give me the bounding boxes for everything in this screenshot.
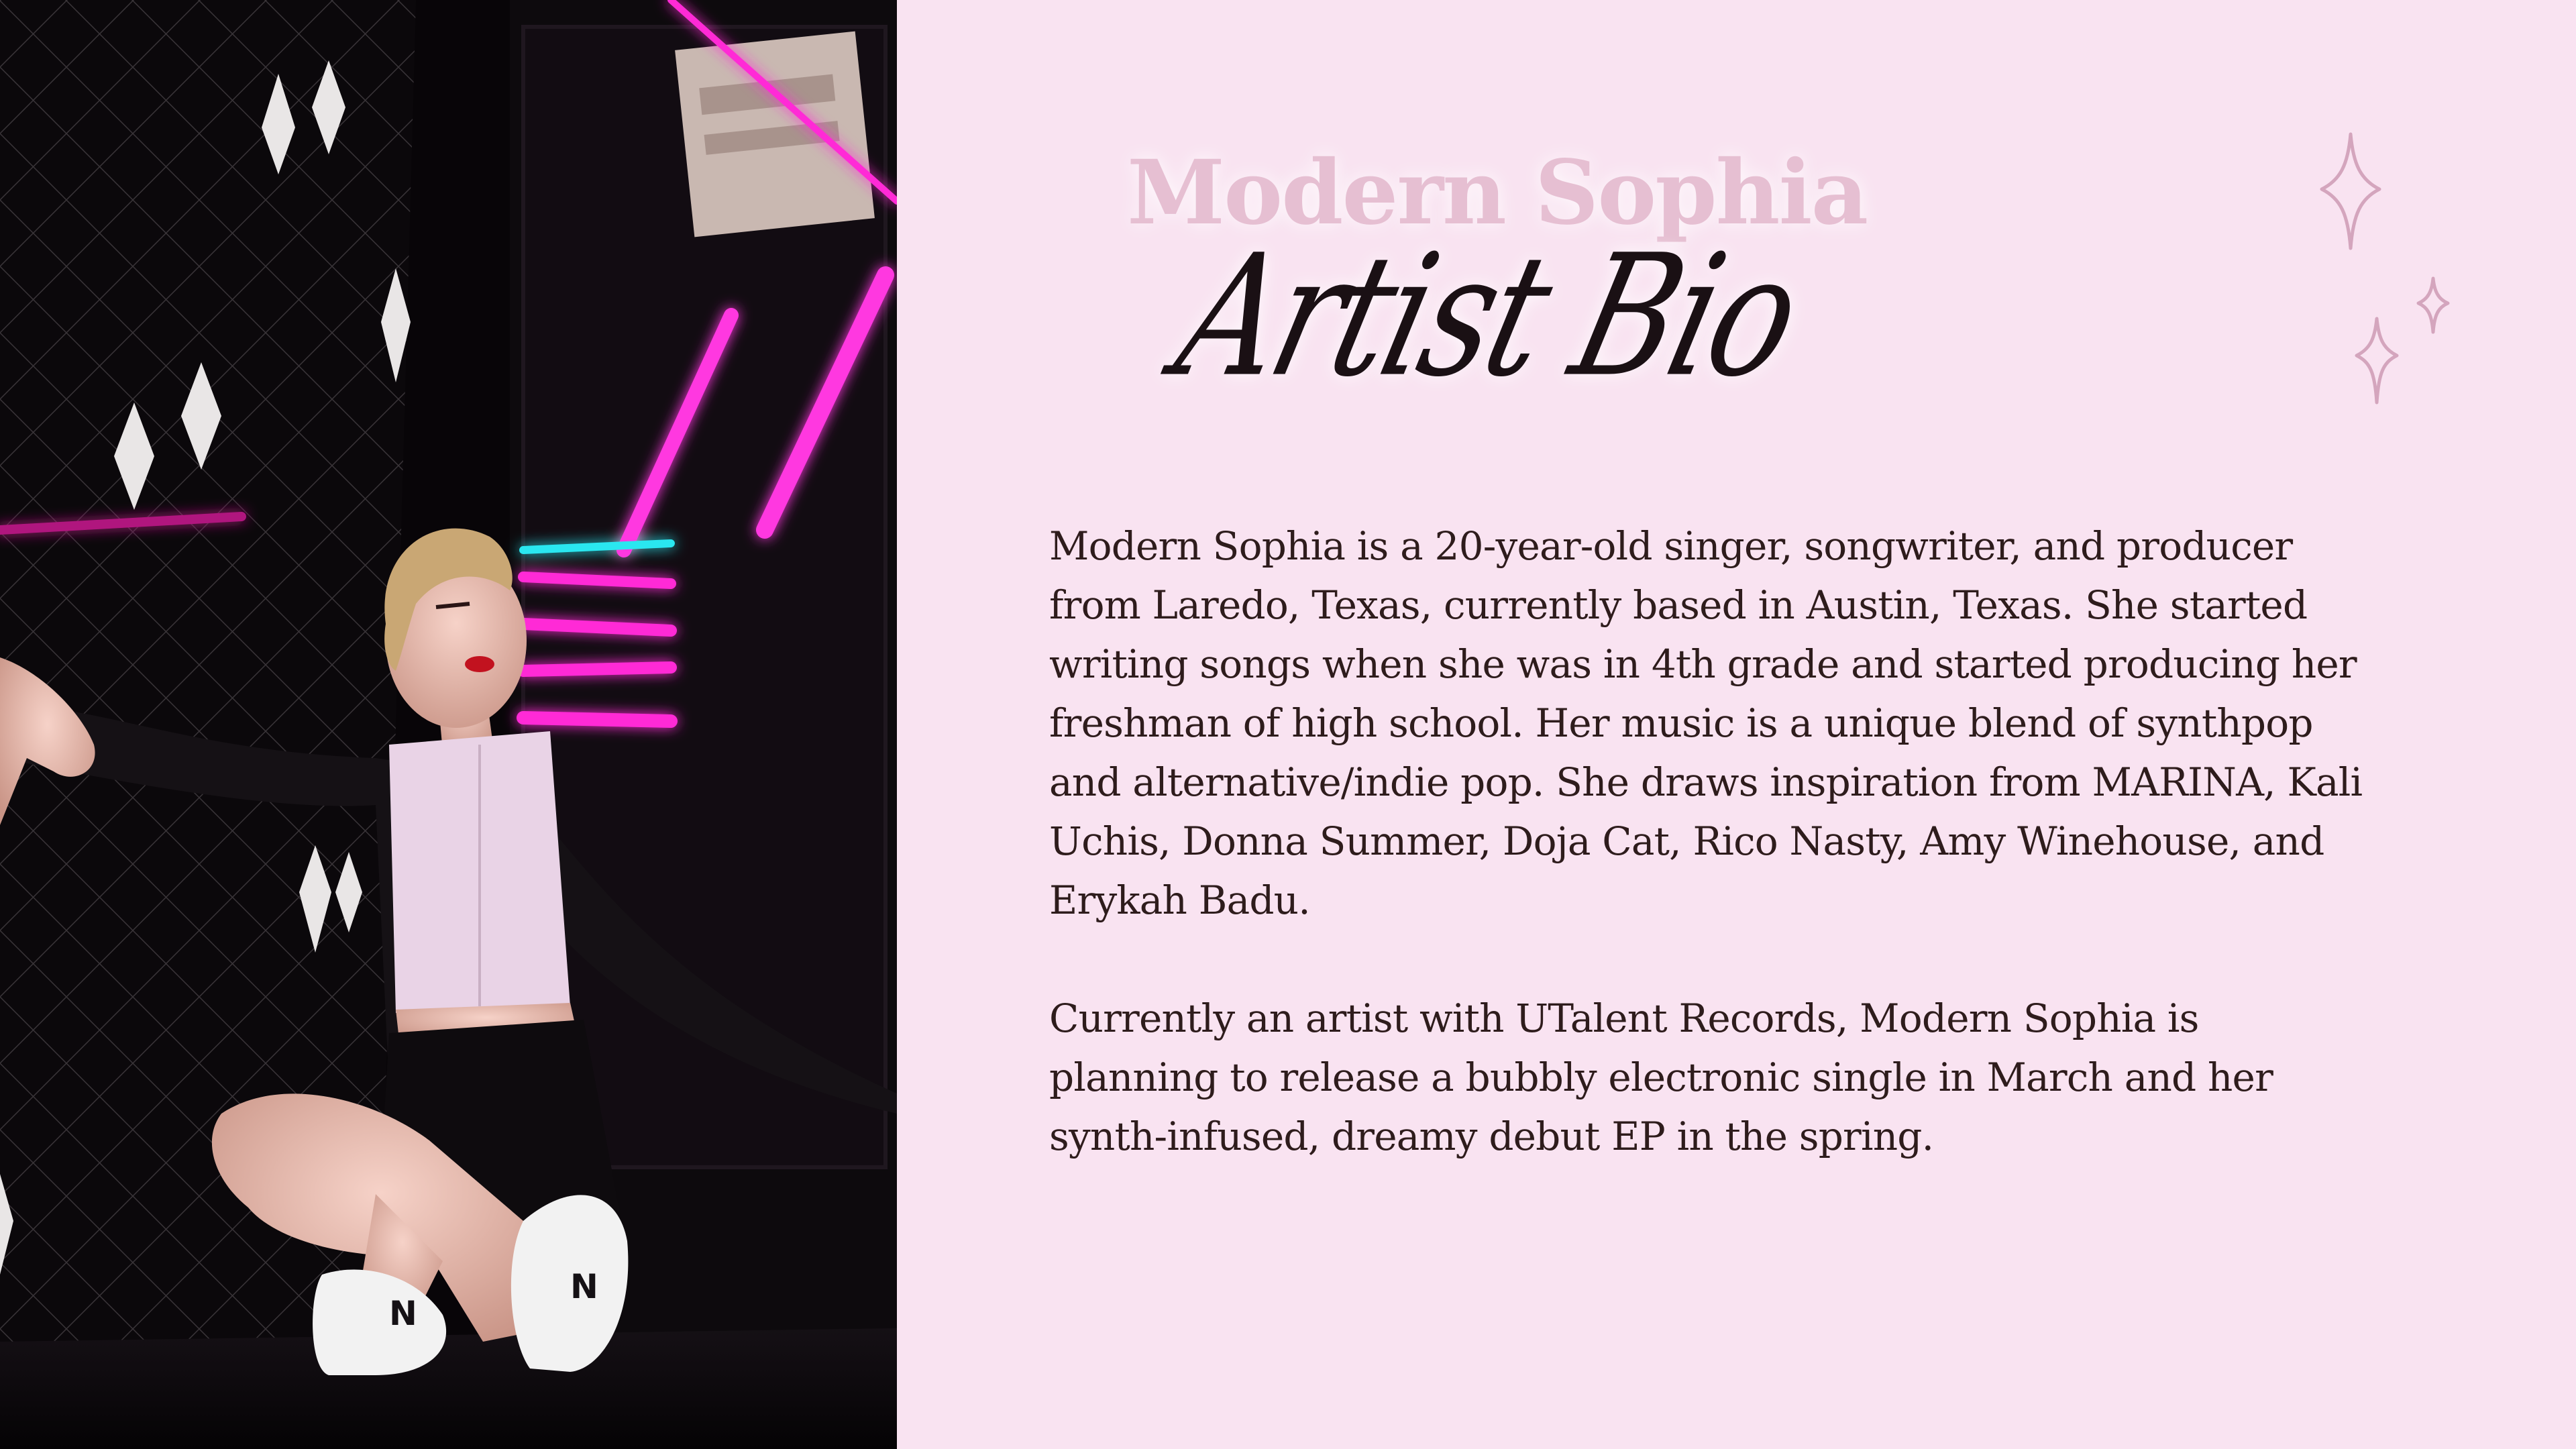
bio-panel [897, 0, 2576, 1449]
shoe-logo-left: N [389, 1294, 417, 1333]
section-title: Artist Bio [1161, 219, 1815, 415]
bio-paragraph-1: Modern Sophia is a 20-year-old singer, songwriter, and producer from Laredo, Texas, currently based in Austin, Texas. She started writing songs when she was in 4th grade and started producing her freshman of high school. Her music is a unique blend of synthpop and alternative/indie pop. She draws inspiration from MARINA, Kali Uchis, Donna Summer, Doja Cat, Rico Nasty, Amy Winehouse, and Erykah Badu. [1049, 523, 2363, 923]
shoe-logo-right: N [570, 1267, 598, 1306]
sparkles-decoration [2279, 127, 2480, 409]
artist-photo [0, 0, 897, 1449]
sparkle-icon [2322, 134, 2379, 248]
artist-photo-illustration [0, 0, 897, 1449]
sparkle-icon [2357, 319, 2397, 402]
bio-paragraph-2: Currently an artist with UTalent Records, Modern Sophia is planning to release a bubbly electronic single in March and her synth-infused, dreamy debut EP in the spring. [1049, 996, 2273, 1159]
sparkle-icon [2418, 278, 2448, 332]
artist-name: Modern Sophia [1127, 141, 1868, 245]
bio-body [1049, 517, 2364, 1166]
